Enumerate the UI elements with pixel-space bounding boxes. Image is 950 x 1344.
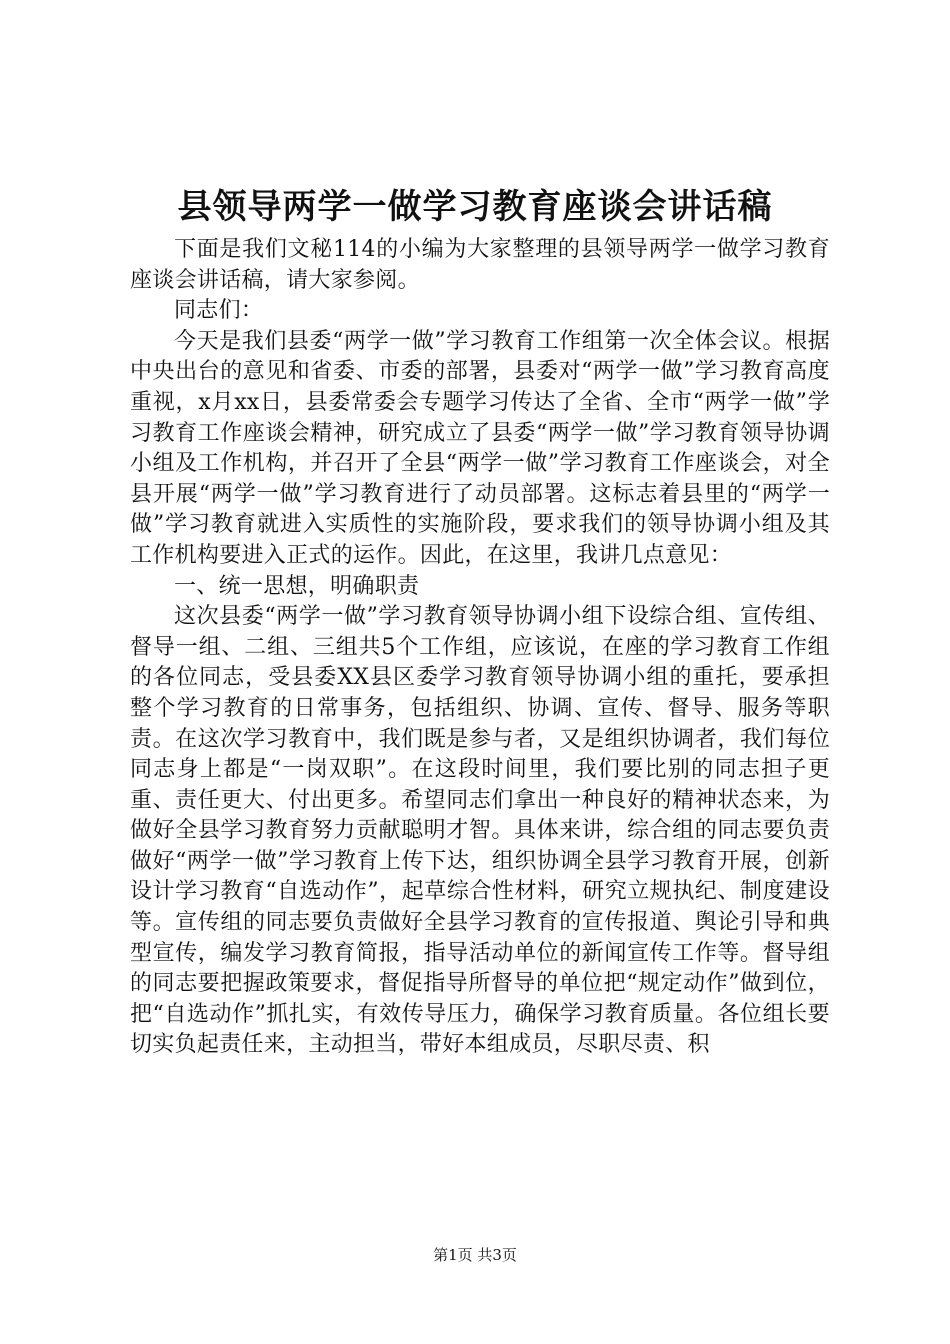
paragraph-opening: 今天是我们县委“两学一做”学习教育工作组第一次全体会议。根据中央出台的意见和省委、市委的部署，县委对“两学一做”学习教育高度重视，x月xx日，县委常委会专题学习传达了全省、全市“两学一做”学习教育工作座谈会精神，研究成立了县委“两学一做”学习教育领导协调小组及工作机构，并召开了全县“两学一做”学习教育工作座谈会，对全县开展“两学一做”学习教育进行了动员部署。这标志着县里的“两学一做”学习教育就进入实质性的实施阶段，要求我们的领导协调小组及其工作机构要进入正式的运作。因此，在这里，我讲几点意见： — [130, 328, 830, 568]
section-heading-1: 一、统一思想，明确职责 — [174, 573, 420, 599]
paragraph-section-1: 这次县委“两学一做”学习教育领导协调小组下设综合组、宣传组、督导一组、二组、三组共5个工作组，应该说，在座的学习教育工作组的各位同志，受县委XX县区委学习教育领导协调小组的重托，要承担整个学习教育的日常事务，包括组织、协调、宣传、督导、服务等职责。在这次学习教育中，我们既是参与者，又是组织协调者，我们每位同志身上都是“一岗双职”。在这段时间里，我们要比别的同志担子更重、责任更大、付出更多。希望同志们拿出一种良好的精神状态来，为做好全县学习教育努力贡献聪明才智。具体来讲，综合组的同志要负责做好“两学一做”学习教育上传下达，组织协调全县学习教育开展，创新设计学习教育“自选动作”，起草综合性材料，研究立规执纪、制度建设等。宣传组的同志要负责做好全县学习教育的宣传报道、舆论引导和典型宣传，编发学习教育简报，指导活动单位的新闻宣传工作等。督导组的同志要把握政策要求，督促指导所督导的单位把“规定动作”做到位，把“自选动作”抓扎实，有效传导压力，确保学习教育质量。各位组长要切实负起责任来，主动担当，带好本组成员，尽职尽责、积 — [130, 604, 830, 1058]
paragraph-salutation: 同志们： — [174, 298, 264, 324]
document-body — [130, 235, 830, 1061]
paragraph-intro: 下面是我们文秘114的小编为大家整理的县领导两学一做学习教育座谈会讲话稿，请大家参阅。 — [130, 237, 830, 293]
page-footer: 第1页 共3页 — [433, 1246, 517, 1264]
document-title: 县领导两学一做学习教育座谈会讲话稿 — [177, 187, 773, 227]
